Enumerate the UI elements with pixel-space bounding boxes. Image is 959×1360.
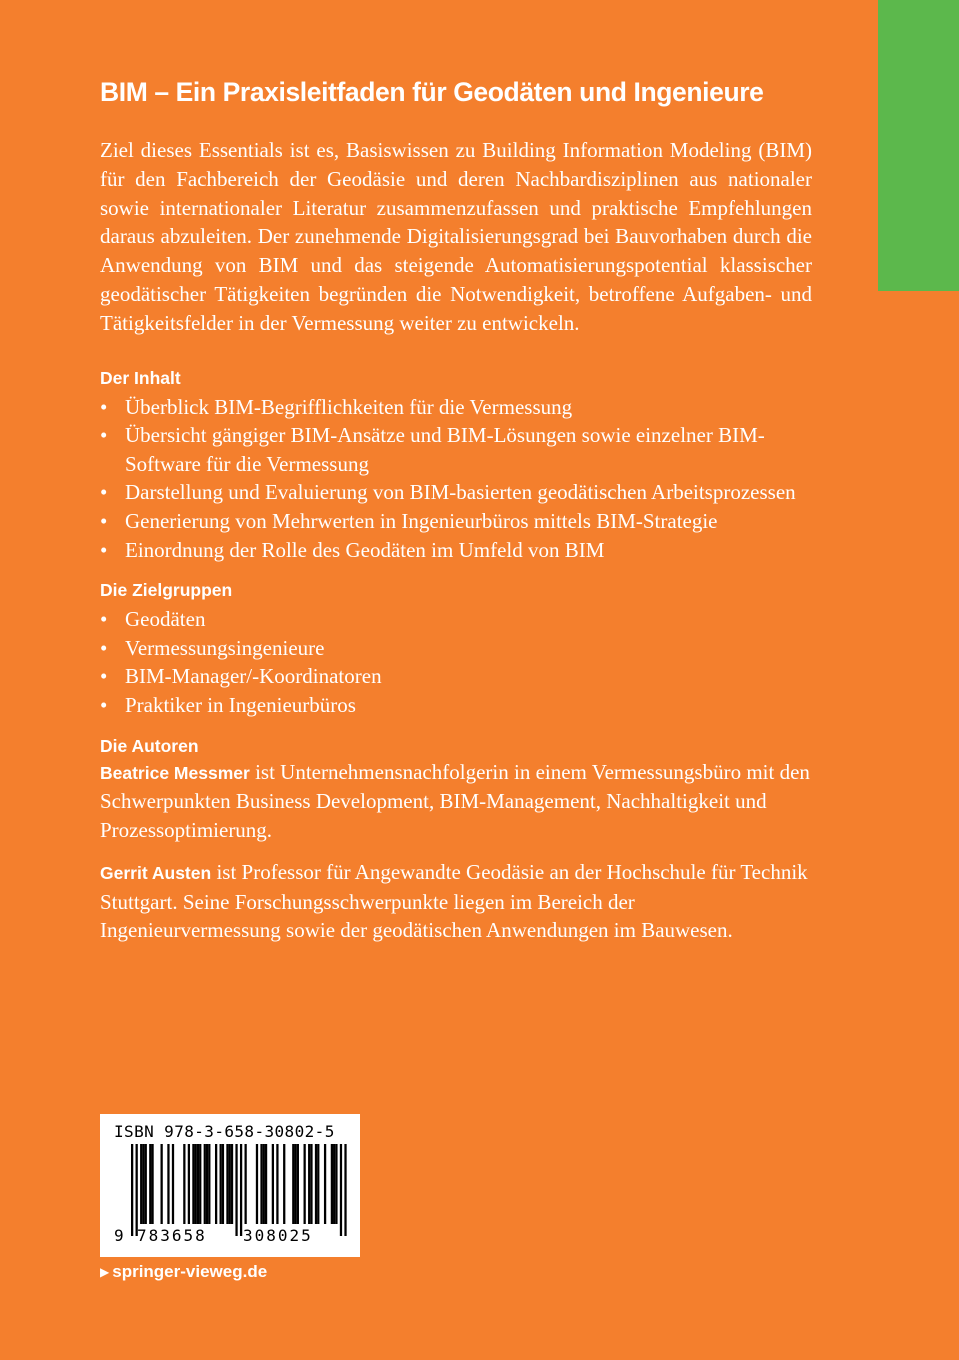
barcode-bar: [220, 1144, 222, 1224]
list-item: • Darstellung und Evaluierung von BIM-basierten geodätischen Arbeitsprozessen: [100, 478, 812, 507]
barcode-bar: [256, 1144, 258, 1224]
barcode-bar: [297, 1144, 299, 1224]
barcode-bar: [206, 1144, 208, 1224]
ean-digit-first: 9: [114, 1226, 124, 1245]
zielgruppen-list: [100, 605, 812, 719]
list-item: • Überblick BIM-Begrifflichkeiten für die Vermessung: [100, 393, 812, 422]
barcode-bar: [260, 1144, 262, 1224]
barcode-bar: [192, 1144, 194, 1224]
author-name: Beatrice Messmer: [100, 762, 250, 783]
barcode-bar: [195, 1144, 197, 1224]
barcode-bar: [183, 1144, 185, 1224]
barcode-bar: [145, 1144, 147, 1224]
isbn-barcode: [100, 1114, 360, 1257]
barcode-bar: [151, 1144, 153, 1224]
zielgruppen-heading: Die Zielgruppen: [100, 580, 233, 601]
bullet-icon: •: [100, 394, 108, 419]
barcode-bar: [245, 1144, 247, 1224]
barcode-guard-bar: [344, 1144, 346, 1236]
bullet-icon: •: [100, 692, 108, 717]
barcode-bar: [333, 1144, 335, 1224]
website-link[interactable]: [100, 1262, 267, 1282]
barcode-bar: [265, 1144, 267, 1224]
barcode-bar: [317, 1144, 319, 1224]
barcode-bar: [172, 1144, 174, 1224]
list-item: • Generierung von Mehrwerten in Ingenieurbüros mittels BIM-Strategie: [100, 507, 812, 536]
author-bio: [100, 758, 812, 845]
barcode-bar: [167, 1144, 169, 1224]
ean-digits-right: 308025: [243, 1226, 313, 1245]
author-name: Gerrit Austen: [100, 863, 212, 884]
barcode-bar: [197, 1144, 199, 1224]
list-item: • BIM-Manager/-Koordinatoren: [100, 662, 812, 691]
barcode-bar: [315, 1144, 317, 1224]
barcode-guard-bar: [240, 1144, 242, 1236]
barcode-bar: [283, 1144, 285, 1224]
barcode-bar: [304, 1144, 306, 1224]
bullet-icon: •: [100, 480, 108, 505]
barcode-bar: [161, 1144, 163, 1224]
ean-digits-left: 783658: [137, 1226, 207, 1245]
inhalt-list: [100, 393, 812, 565]
bullet-icon: •: [100, 664, 108, 689]
barcode-bar: [335, 1144, 337, 1224]
list-item: • Praktiker in Ingenieurbüros: [100, 691, 812, 720]
barcode-bar: [231, 1144, 233, 1224]
barcode-bar: [292, 1144, 294, 1224]
barcode-guard-bar: [235, 1144, 237, 1236]
barcode-bar: [199, 1144, 201, 1224]
bullet-icon: •: [100, 607, 108, 632]
barcode-bar: [140, 1144, 142, 1224]
barcode-bar: [149, 1144, 151, 1224]
barcode-bar: [188, 1144, 190, 1224]
list-item: • Geodäten: [100, 605, 812, 634]
back-cover-content: [100, 72, 812, 945]
author-bio-text: ist Unternehmensnachfolgerin in einem Vermessungsbüro mit den Schwerpunkten Business Development, BIM-Management, Nachhaltigkeit und Prozessoptimierung.: [100, 759, 810, 842]
barcode-bar: [294, 1144, 296, 1224]
author-bio: [100, 858, 812, 945]
autoren-heading: Die Autoren: [100, 735, 199, 756]
barcode-bar: [215, 1144, 217, 1224]
arrow-right-icon: ▶: [100, 1265, 110, 1279]
website-url: springer-vieweg.de: [112, 1262, 268, 1281]
barcode-guard-bar: [340, 1144, 342, 1236]
barcode-bar: [272, 1144, 274, 1224]
intro-paragraph: Ziel dieses Essentials ist es, Basiswissen zu Building Information Modeling (BIM) für den Fachbereich der Geodäsie und deren Nachbardisziplinen aus nationaler sowie internationaler Literatur zusammenzufassen und praktische Empfehlungen daraus abzuleiten. Der zunehmende Digitalisierungsgrad bei Bauvorhaben durch die Anwendung von BIM und das steigende Automatisierungspotential klassischer geodätischer Tätigkeiten begründen die Notwendigkeit, betroffene Aufgaben- und Tätigkeitsfelder in der Vermessung weiter zu entwickeln.: [100, 138, 812, 335]
author-bio-text: ist Professor für Angewandte Geodäsie an der Hochschule für Technik Stuttgart. Seine Forschungsschwerpunkte liegen im Bereich der Ingenieurvermessung sowie der geodätischen Anwendungen im Bauwesen.: [100, 860, 808, 943]
barcode-bar: [208, 1144, 210, 1224]
green-accent-tab: [878, 0, 959, 291]
barcode-bar: [263, 1144, 265, 1224]
barcode-bar: [229, 1144, 231, 1224]
isbn-label: ISBN 978-3-658-30802-5: [114, 1122, 335, 1141]
barcode-bar: [310, 1144, 312, 1224]
bullet-icon: •: [100, 508, 108, 533]
barcode-bar: [308, 1144, 310, 1224]
bullet-icon: •: [100, 423, 108, 448]
list-item: • Übersicht gängiger BIM-Ansätze und BIM-Lösungen sowie einzelner BIM-Software für die Vermessung: [100, 423, 765, 476]
book-title: BIM – Ein Praxisleitfaden für Geodäten und Ingenieure: [100, 77, 764, 107]
barcode-guard-bar: [136, 1144, 138, 1236]
barcode-guard-bar: [131, 1144, 133, 1236]
bullet-icon: •: [100, 537, 108, 562]
inhalt-heading: Der Inhalt: [100, 367, 181, 388]
barcode-bar: [204, 1144, 206, 1224]
barcode-bar: [324, 1144, 326, 1224]
barcode-bar: [222, 1144, 224, 1224]
barcode-bar: [331, 1144, 333, 1224]
barcode-bar: [276, 1144, 278, 1224]
list-item: • Einordnung der Rolle des Geodäten im Umfeld von BIM: [100, 536, 812, 565]
barcode-bar: [226, 1144, 228, 1224]
list-item: • Vermessungsingenieure: [100, 634, 812, 663]
barcode-bar: [142, 1144, 144, 1224]
bullet-icon: •: [100, 635, 108, 660]
